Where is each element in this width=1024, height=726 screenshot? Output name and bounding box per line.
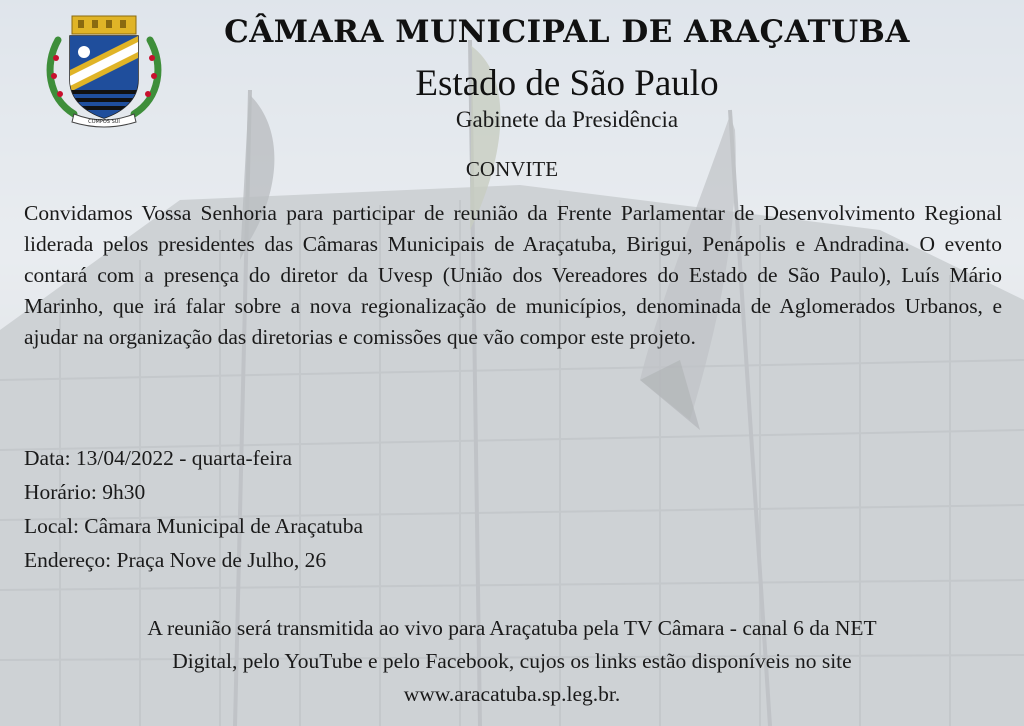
invitation-body: Convidamos Vossa Senhoria para participar de reunião da Frente Parlamentar de Desenvolvimento Regional liderada pelos presidentes das Câmaras Municipais de Araçatuba, Birigui, Penápolis e Andradina. O evento contará com a presença do diretor da Uvesp (União dos Vereadores do Estado de São Paulo), Luís Mário Marinho, que irá falar sobre a nova regionalização de municípios, denominada de Aglomerados Urbanos, e ajudar na organização das diretorias e comissões que vão compor este projeto. — [24, 201, 1002, 349]
event-date: Data: 13/04/2022 - quarta-feira — [24, 446, 293, 470]
state-subtitle: Estado de São Paulo — [415, 63, 719, 104]
event-place: Local: Câmara Municipal de Araçatuba — [24, 514, 364, 538]
event-details — [24, 441, 363, 577]
institution-title: CÂMARA MUNICIPAL DE ARAÇATUBA — [224, 14, 910, 50]
website-link[interactable]: www.aracatuba.sp.leg.br. — [403, 682, 621, 706]
crest-motto: COMPOS SUI — [88, 119, 120, 125]
event-time: Horário: 9h30 — [24, 480, 146, 504]
event-address: Endereço: Praça Nove de Julho, 26 — [24, 548, 327, 572]
broadcast-note — [20, 612, 1004, 711]
office-subtitle: Gabinete da Presidência — [455, 107, 679, 132]
broadcast-line-2: Digital, pelo YouTube e pelo Facebook, cujos os links estão disponíveis no site — [172, 649, 852, 673]
municipal-coat-of-arms-icon — [44, 10, 164, 128]
broadcast-line-1: A reunião será transmitida ao vivo para Araçatuba pela TV Câmara - canal 6 da NET — [147, 616, 877, 640]
invitation-heading: CONVITE — [465, 157, 559, 181]
